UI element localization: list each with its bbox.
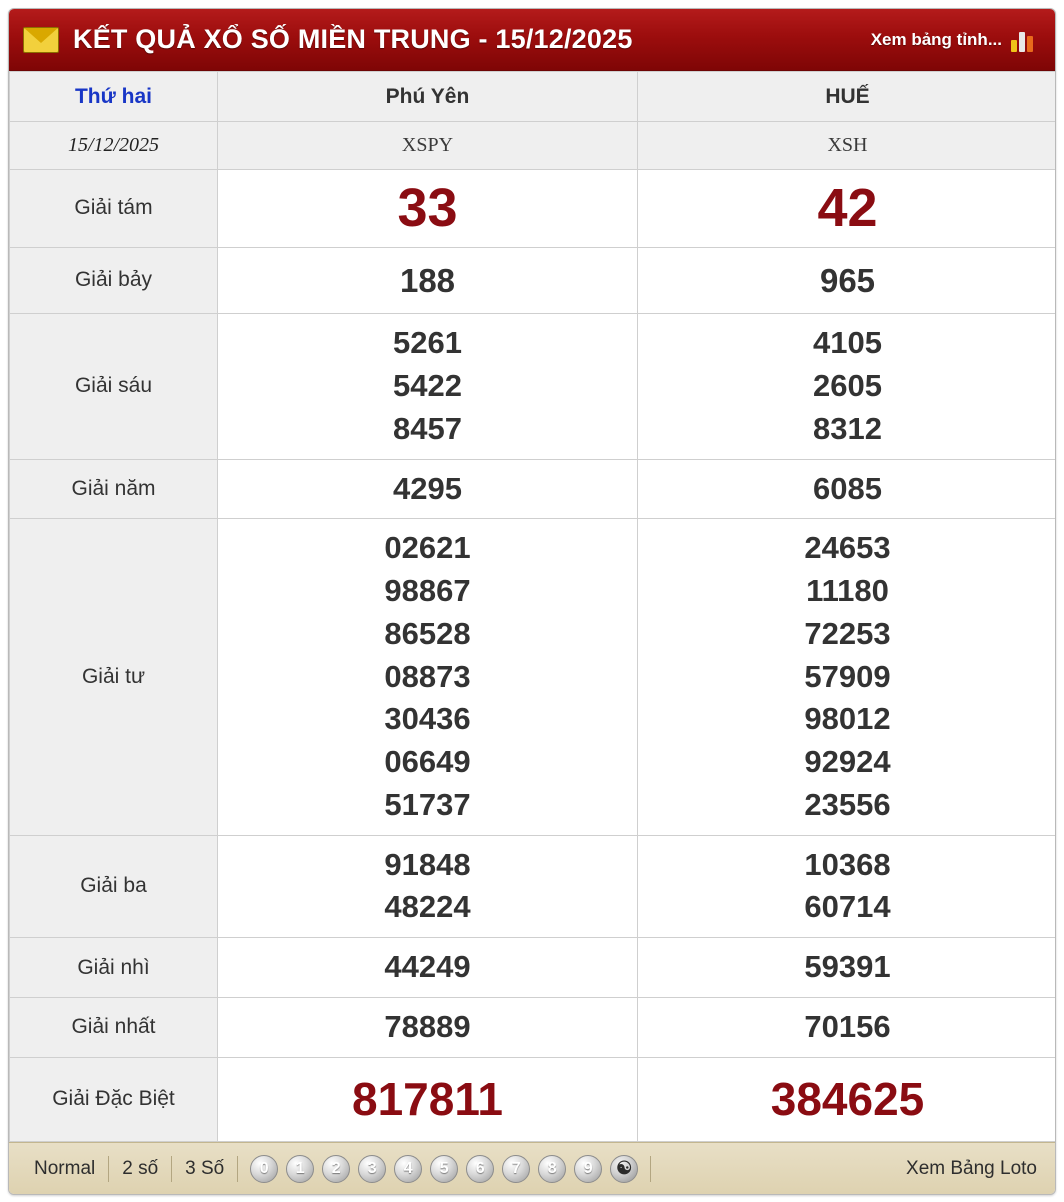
- date-label: 15/12/2025: [10, 122, 218, 170]
- page-title: KẾT QUẢ XỔ SỐ MIỀN TRUNG - 15/12/2025: [73, 24, 633, 54]
- number-cell: 8457: [393, 410, 462, 446]
- number-cell: 4105: [813, 325, 882, 361]
- prize-values: [638, 247, 1057, 314]
- table-row: [10, 247, 1057, 314]
- prize-values: [218, 938, 638, 998]
- number-cell: 5422: [393, 367, 462, 403]
- table-row: [10, 314, 1057, 459]
- number-cell: 78889: [384, 1008, 471, 1044]
- prize-values: [218, 459, 638, 519]
- prize-values: [638, 997, 1057, 1057]
- filter-two-digit-button[interactable]: 2 số: [122, 1157, 159, 1179]
- card-footer: [9, 1142, 1055, 1194]
- digit-filter-balls: [238, 1155, 650, 1183]
- number-cell: 48224: [384, 889, 471, 925]
- digit-ball-4[interactable]: 4: [394, 1155, 422, 1183]
- number-cell: 92924: [804, 744, 891, 780]
- table-row: [10, 519, 1057, 835]
- prize-values: [218, 170, 638, 248]
- prize-values: [638, 1057, 1057, 1141]
- number-cell: 51737: [384, 786, 471, 822]
- province-code-1: XSH: [638, 122, 1057, 170]
- province-code-0: XSPY: [218, 122, 638, 170]
- table-row: [10, 997, 1057, 1057]
- filter-normal-button[interactable]: Normal: [34, 1157, 96, 1179]
- prize-label: Giải nhì: [10, 938, 218, 998]
- table-row: [10, 459, 1057, 519]
- card-header: [9, 9, 1055, 71]
- prize-label: Giải ba: [10, 835, 218, 938]
- results-table: [9, 71, 1056, 1142]
- chart-icon[interactable]: [1011, 28, 1037, 52]
- prize-label: Giải năm: [10, 459, 218, 519]
- province-header-1[interactable]: HUẾ: [638, 72, 1057, 122]
- divider: [650, 1156, 651, 1182]
- number-cell: 42: [817, 178, 878, 238]
- number-cell: 44249: [384, 949, 471, 985]
- digit-ball-0[interactable]: 0: [250, 1155, 278, 1183]
- header-right-group: [871, 28, 1041, 52]
- number-cell: 188: [399, 261, 456, 299]
- yin-yang-icon[interactable]: ☯: [610, 1155, 638, 1183]
- number-cell: 24653: [804, 530, 891, 566]
- number-cell: 965: [819, 261, 876, 299]
- digit-ball-7[interactable]: 7: [502, 1155, 530, 1183]
- digit-ball-6[interactable]: 6: [466, 1155, 494, 1183]
- filter-three-digit-button[interactable]: 3 Số: [185, 1157, 225, 1179]
- number-cell: 91848: [384, 846, 471, 882]
- lottery-result-card: [8, 8, 1056, 1195]
- prize-label: Giải nhất: [10, 997, 218, 1057]
- number-cell: 5261: [393, 325, 462, 361]
- prize-values: [638, 938, 1057, 998]
- number-cell: 86528: [384, 615, 471, 651]
- prize-values: [638, 459, 1057, 519]
- digit-ball-3[interactable]: 3: [358, 1155, 386, 1183]
- number-cell: 70156: [804, 1008, 891, 1044]
- prize-values: [218, 997, 638, 1057]
- number-cell: 72253: [804, 615, 891, 651]
- digit-ball-5[interactable]: 5: [430, 1155, 458, 1183]
- prize-values: [638, 519, 1057, 835]
- number-cell: 4295: [393, 470, 462, 506]
- table-row-code: [10, 122, 1057, 170]
- number-cell: 08873: [384, 658, 471, 694]
- digit-ball-2[interactable]: 2: [322, 1155, 350, 1183]
- province-header-0[interactable]: Phú Yên: [218, 72, 638, 122]
- number-cell: 59391: [804, 949, 891, 985]
- number-cell: 817811: [352, 1072, 503, 1125]
- number-cell: 23556: [804, 786, 891, 822]
- number-cell: 10368: [804, 846, 891, 882]
- number-cell: 57909: [804, 658, 891, 694]
- prize-values: [638, 314, 1057, 459]
- day-label: Thứ hai: [10, 72, 218, 122]
- table-row: [10, 170, 1057, 248]
- prize-label: Giải Đặc Biệt: [10, 1057, 218, 1141]
- prize-label: Giải tám: [10, 170, 218, 248]
- prize-label: Giải tư: [10, 519, 218, 835]
- number-cell: 6085: [813, 470, 882, 506]
- prize-label: Giải bảy: [10, 247, 218, 314]
- mail-icon: [23, 27, 59, 53]
- prize-values: [218, 247, 638, 314]
- prize-values: [218, 519, 638, 835]
- digit-ball-9[interactable]: 9: [574, 1155, 602, 1183]
- prize-values: [218, 314, 638, 459]
- number-cell: 2605: [813, 367, 882, 403]
- number-cell: 98012: [804, 701, 891, 737]
- number-cell: 02621: [384, 530, 471, 566]
- number-cell: 11180: [806, 573, 889, 609]
- prize-label: Giải sáu: [10, 314, 218, 459]
- prize-values: [638, 170, 1057, 248]
- table-row: [10, 835, 1057, 938]
- prize-values: [218, 835, 638, 938]
- number-cell: 33: [397, 178, 458, 238]
- table-row: [10, 938, 1057, 998]
- number-cell: 06649: [384, 744, 471, 780]
- table-row-province-header: [10, 72, 1057, 122]
- digit-ball-8[interactable]: 8: [538, 1155, 566, 1183]
- digit-ball-1[interactable]: 1: [286, 1155, 314, 1183]
- number-cell: 98867: [384, 573, 471, 609]
- number-cell: 60714: [804, 889, 891, 925]
- table-row: [10, 1057, 1057, 1141]
- prize-values: [218, 1057, 638, 1141]
- view-loto-table-link[interactable]: Xem Bảng Loto: [906, 1157, 1037, 1179]
- view-province-table-link[interactable]: Xem bảng tỉnh...: [870, 29, 1002, 49]
- number-cell: 384625: [770, 1072, 925, 1125]
- number-cell: 30436: [384, 701, 471, 737]
- number-cell: 8312: [813, 410, 882, 446]
- prize-values: [638, 835, 1057, 938]
